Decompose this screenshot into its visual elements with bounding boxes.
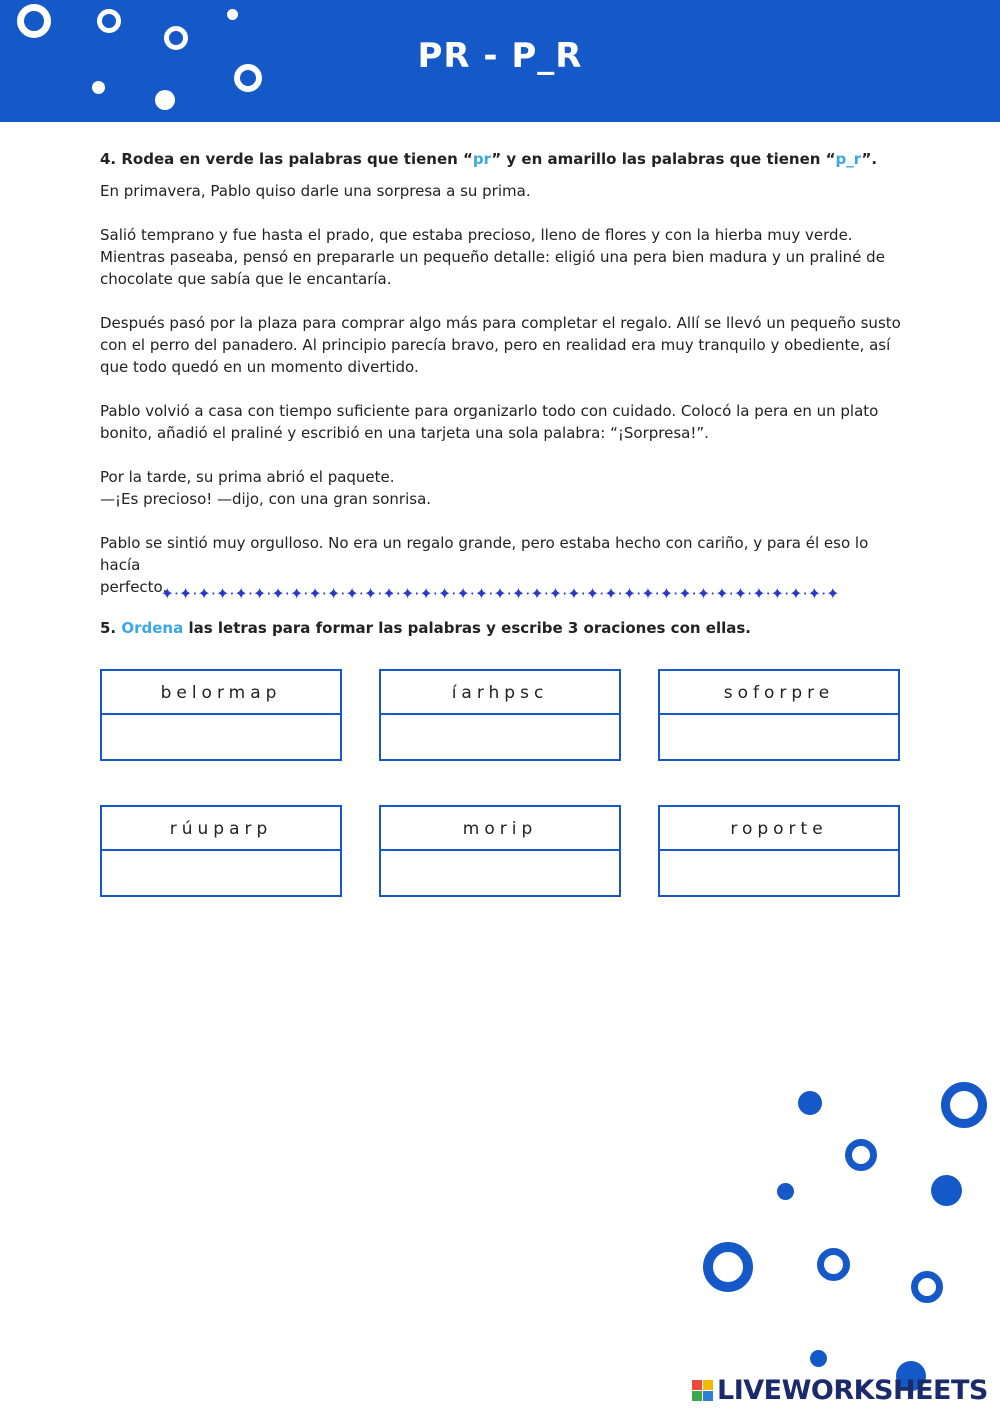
bubble-icon	[817, 1248, 850, 1281]
scrambled-word: belormap	[102, 671, 340, 715]
bubble-icon	[845, 1139, 877, 1171]
answer-box[interactable]	[102, 715, 340, 759]
story-paragraph-4: Pablo volvió a casa con tiempo suficiente para organizarlo todo con cuidado. Colocó la pera en un plato bonito, añadió el praliné y escribió en una tarjeta una sola palabra: “¡Sorpresa!”.	[100, 402, 879, 442]
story-section	[100, 148, 910, 620]
story-paragraph-2: Salió temprano y fue hasta el prado, que estaba precioso, lleno de flores y con la hierba muy verde. Mientras paseaba, pensó en prepararle un pequeño detalle: eligió una pera bien madura y un praliné de chocolate que sabía que le encantaría.	[100, 226, 885, 288]
decorative-divider: ✦·✦·✦·✦·✦·✦·✦·✦·✦·✦·✦·✦·✦·✦·✦·✦·✦·✦·✦·✦·✦·✦·✦·✦·✦·✦·✦·✦·✦·✦·✦·✦·✦·✦·✦·✦·✦	[160, 584, 840, 603]
story-paragraph-5: Por la tarde, su prima abrió el paquete. —¡Es precioso! —dijo, con una gran sonrisa.	[100, 468, 432, 508]
logo-icon	[692, 1380, 713, 1401]
answer-box[interactable]	[381, 851, 619, 895]
bubble-icon	[227, 9, 238, 20]
story-paragraph-6: Pablo se sintió muy orgulloso. No era un regalo grande, pero estaba hecho con cariño, y para él eso lo hacía perfecto.	[100, 534, 869, 596]
bubble-icon	[941, 1082, 987, 1128]
word-card	[379, 669, 621, 761]
question-4-heading: 4. Rodea en verde las palabras que tienen “pr” y en amarillo las palabras que tienen “p_r”.	[100, 150, 878, 168]
word-card	[100, 805, 342, 897]
bubble-icon	[703, 1242, 753, 1292]
scrambled-word: rúuparp	[102, 807, 340, 851]
answer-box[interactable]	[660, 715, 898, 759]
answer-box[interactable]	[102, 851, 340, 895]
bubble-icon	[17, 4, 51, 38]
scrambled-word: morip	[381, 807, 619, 851]
bubble-icon	[931, 1175, 962, 1206]
bubble-icon	[92, 81, 105, 94]
liveworksheets-logo	[692, 1374, 992, 1406]
answer-box[interactable]	[381, 715, 619, 759]
bubble-icon	[810, 1350, 827, 1367]
word-card	[658, 805, 900, 897]
page-header	[0, 0, 1000, 122]
page-title: PR - P_R	[417, 36, 583, 76]
scrambled-word: íarhpsc	[381, 671, 619, 715]
bubble-icon	[798, 1091, 822, 1115]
bubble-icon	[97, 9, 121, 33]
question-5-heading: 5. Ordena las letras para formar las palabras y escribe 3 oraciones con ellas.	[100, 619, 751, 637]
bubble-icon	[777, 1183, 794, 1200]
answer-box[interactable]	[660, 851, 898, 895]
scrambled-word: roporte	[660, 807, 898, 851]
scrambled-word: soforpre	[660, 671, 898, 715]
logo-text: LIVEWORKSHEETS	[717, 1374, 988, 1406]
story-paragraph-1: En primavera, Pablo quiso darle una sorpresa a su prima.	[100, 182, 531, 200]
word-card	[100, 669, 342, 761]
story-paragraph-3: Después pasó por la plaza para comprar algo más para completar el regalo. Allí se llevó un pequeño susto con el perro del panadero. Al principio parecía bravo, pero en realidad era muy tranquilo y obediente, así que todo quedó en un momento divertido.	[100, 314, 901, 376]
word-card	[379, 805, 621, 897]
word-card	[658, 669, 900, 761]
bubble-icon	[911, 1271, 943, 1303]
bubble-icon	[155, 90, 175, 110]
